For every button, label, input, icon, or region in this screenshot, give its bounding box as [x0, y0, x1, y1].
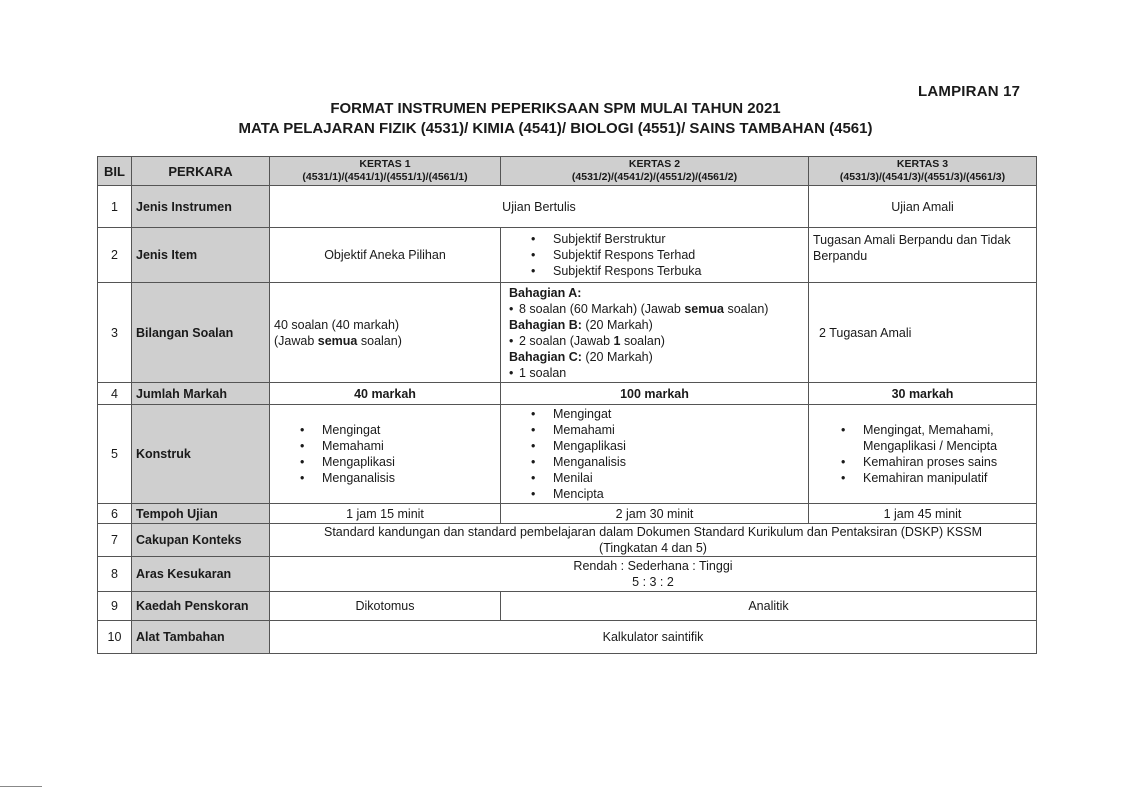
list-item: • Menganalisis	[553, 454, 804, 470]
header-kertas2: KERTAS 2 (4531/2)/(4541/2)/(4551/2)/(4561/2)	[501, 157, 809, 186]
table-row	[98, 592, 1037, 621]
footer-divider	[0, 786, 42, 787]
row-perkara: Jumlah Markah	[132, 383, 270, 405]
row-perkara: Aras Kesukaran	[132, 557, 270, 592]
cell-all-papers: Kalkulator saintifik	[270, 621, 1037, 654]
cell-kertas1: 40 markah	[270, 383, 501, 405]
cell-kertas3	[809, 405, 1037, 504]
row-bil: 9	[98, 592, 132, 621]
cell-kertas3: Tugasan Amali Berpandu dan Tidak Berpandu	[809, 228, 1037, 283]
cell-kertas3: 30 markah	[809, 383, 1037, 405]
row-perkara: Cakupan Konteks	[132, 524, 270, 557]
list-item: • Kemahiran manipulatif	[863, 470, 1032, 486]
cell-kertas2-3: Analitik	[501, 592, 1037, 621]
row-bil: 4	[98, 383, 132, 405]
list-item: • Subjektif Berstruktur	[553, 231, 804, 247]
header-bil: BIL	[98, 157, 132, 186]
row-perkara: Kaedah Penskoran	[132, 592, 270, 621]
cell-kertas3: 2 Tugasan Amali	[809, 283, 1037, 383]
list-item: • Memahami	[322, 438, 496, 454]
row-bil: 7	[98, 524, 132, 557]
table-row	[98, 621, 1037, 654]
row-bil: 2	[98, 228, 132, 283]
row-bil: 1	[98, 186, 132, 228]
row-perkara: Konstruk	[132, 405, 270, 504]
table-row	[98, 383, 1037, 405]
table-row	[98, 405, 1037, 504]
cell-kertas2	[501, 405, 809, 504]
row-perkara: Tempoh Ujian	[132, 504, 270, 524]
cell-kertas3: 1 jam 45 minit	[809, 504, 1037, 524]
cell-kertas1	[270, 405, 501, 504]
cell-kertas2	[501, 228, 809, 283]
list-item: • Menganalisis	[322, 470, 496, 486]
row-bil: 3	[98, 283, 132, 383]
list-item: • Subjektif Respons Terhad	[553, 247, 804, 263]
row-bil: 8	[98, 557, 132, 592]
header-kertas3: KERTAS 3 (4531/3)/(4541/3)/(4551/3)/(4561/3)	[809, 157, 1037, 186]
cell-kertas2: 100 markah	[501, 383, 809, 405]
row-perkara: Bilangan Soalan	[132, 283, 270, 383]
list-item: • Mengingat, Memahami, Mengaplikasi / Mencipta	[863, 422, 1032, 454]
list-item: • Mengaplikasi	[322, 454, 496, 470]
cell-kertas1: 40 soalan (40 markah) (Jawab semua soalan)	[270, 283, 501, 383]
header-perkara: PERKARA	[132, 157, 270, 186]
list-item: • Subjektif Respons Terbuka	[553, 263, 804, 279]
cell-kertas3: Ujian Amali	[809, 186, 1037, 228]
row-perkara: Jenis Instrumen	[132, 186, 270, 228]
list-item: • Mengingat	[322, 422, 496, 438]
row-perkara: Jenis Item	[132, 228, 270, 283]
table-row	[98, 524, 1037, 557]
cell-kertas1: Objektif Aneka Pilihan	[270, 228, 501, 283]
cell-all-papers: Rendah : Sederhana : Tinggi 5 : 3 : 2	[270, 557, 1037, 592]
table-row	[98, 186, 1037, 228]
format-table	[97, 156, 1037, 654]
list-item: • Kemahiran proses sains	[863, 454, 1032, 470]
row-bil: 10	[98, 621, 132, 654]
table-header-row	[98, 157, 1037, 186]
list-item: • Mengingat	[553, 406, 804, 422]
cell-kertas2: 2 jam 30 minit	[501, 504, 809, 524]
row-perkara: Alat Tambahan	[132, 621, 270, 654]
document-subtitle: MATA PELAJARAN FIZIK (4531)/ KIMIA (4541)/ BIOLOGI (4551)/ SAINS TAMBAHAN (4561)	[238, 120, 873, 137]
cell-kertas1-2: Ujian Bertulis	[270, 186, 809, 228]
row-bil: 6	[98, 504, 132, 524]
table-row	[98, 504, 1037, 524]
lampiran-label: LAMPIRAN 17	[918, 83, 1021, 100]
row-bil: 5	[98, 405, 132, 504]
list-item: • Memahami	[553, 422, 804, 438]
table-row	[98, 228, 1037, 283]
list-item: • Mengaplikasi	[553, 438, 804, 454]
document-title: FORMAT INSTRUMEN PEPERIKSAAN SPM MULAI TAHUN 2021	[330, 100, 781, 117]
cell-all-papers: Standard kandungan dan standard pembelajaran dalam Dokumen Standard Kurikulum dan Pentaksiran (DSKP) KSSM (Tingkatan 4 dan 5)	[270, 524, 1037, 557]
table-row	[98, 557, 1037, 592]
list-item: • Menilai	[553, 470, 804, 486]
header-kertas1: KERTAS 1 (4531/1)/(4541/1)/(4551/1)/(4561/1)	[270, 157, 501, 186]
cell-kertas1: Dikotomus	[270, 592, 501, 621]
cell-kertas1: 1 jam 15 minit	[270, 504, 501, 524]
cell-kertas2: Bahagian A: • 8 soalan (60 Markah) (Jawab semua soalan) Bahagian B: (20 Markah) • 2 soalan (Jawab 1 soalan) Bahagian C: (20 Markah) • 1 soalan	[501, 283, 809, 383]
list-item: • Mencipta	[553, 486, 804, 502]
table-row	[98, 283, 1037, 383]
